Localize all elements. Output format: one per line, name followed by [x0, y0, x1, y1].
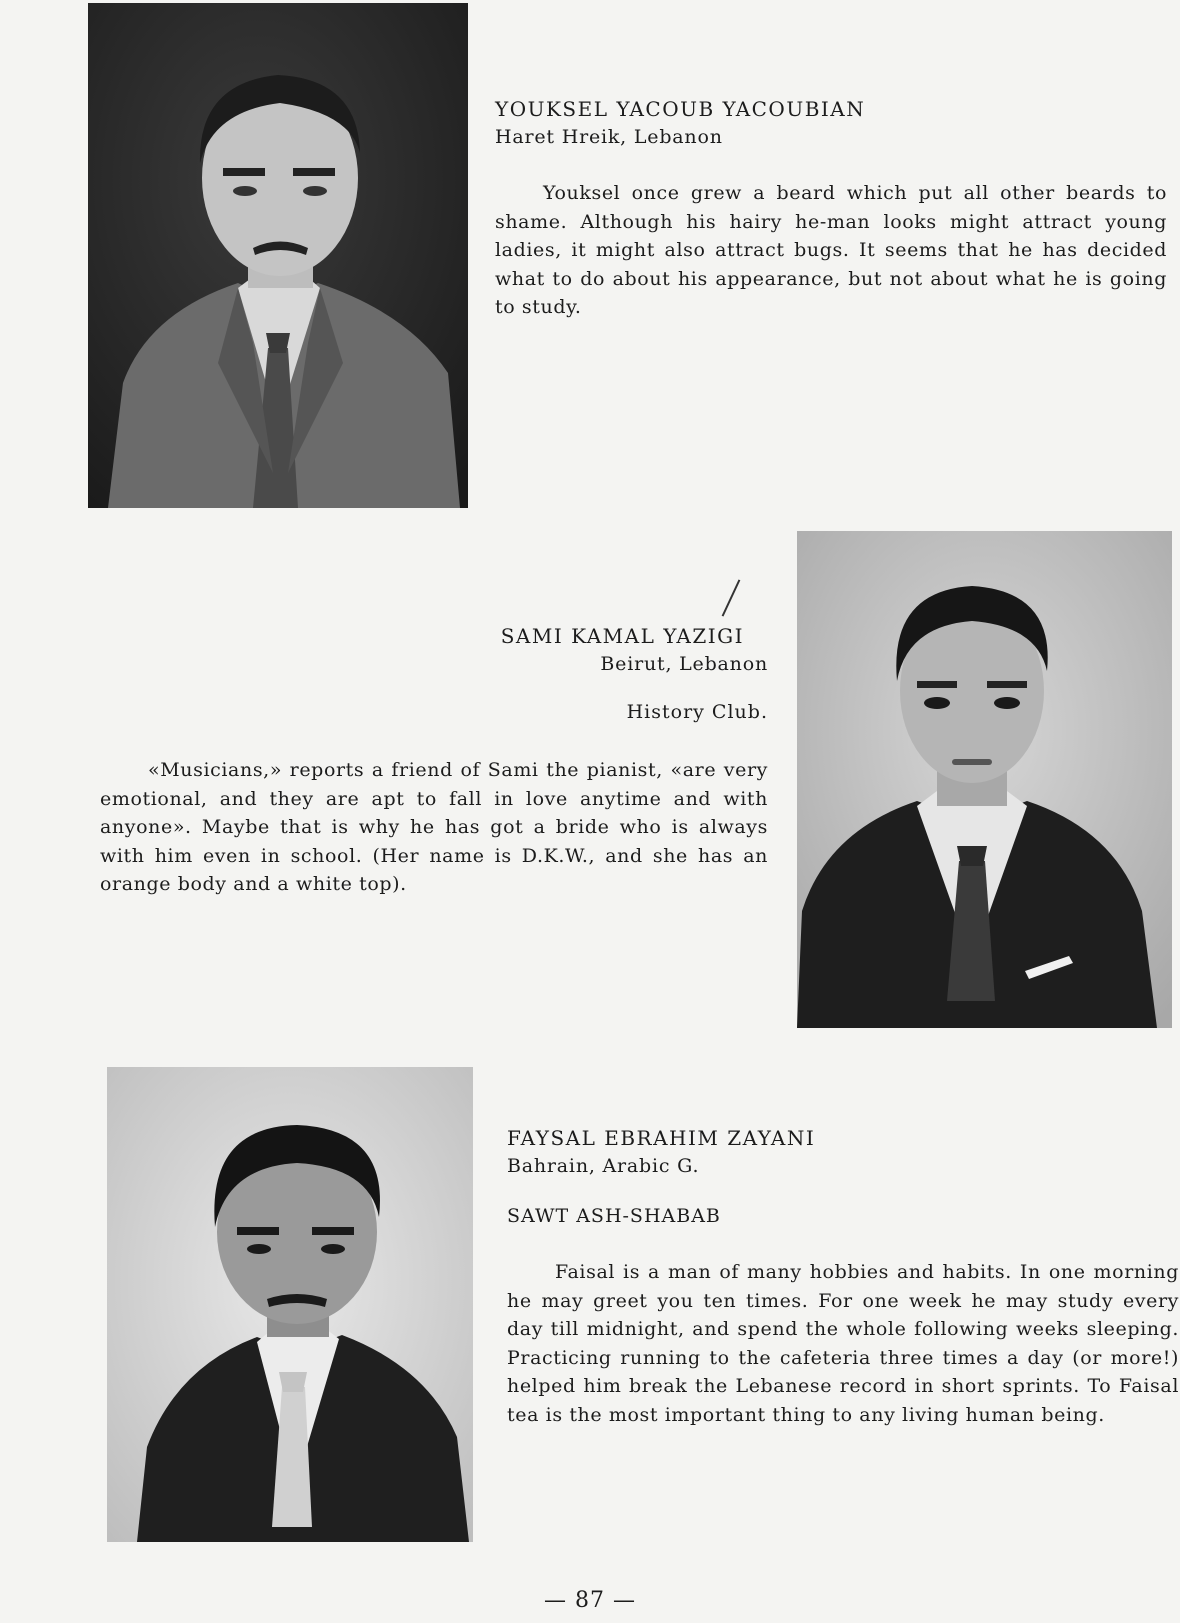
student-entry-sami [100, 622, 768, 899]
student-hometown: Haret Hreik, Lebanon [495, 126, 723, 148]
student-bio: Youksel once grew a beard which put all other beards to shame. Although his hairy he-man looks might attract young ladies, it might also attract bugs. It seems that he has decided what to do about his appearance, but not about what he is going to study. [495, 182, 1167, 318]
student-activity: History Club. [626, 701, 768, 723]
student-name: FAYSAL EBRAHIM ZAYANI [507, 1126, 816, 1150]
student-hometown: Beirut, Lebanon [600, 653, 768, 675]
portrait-photo-youksel [88, 3, 468, 508]
student-hometown: Bahrain, Arabic G. [507, 1155, 700, 1177]
student-activity: SAWT ASH-SHABAB [507, 1205, 721, 1227]
portrait-photo-sami [797, 531, 1172, 1028]
page-number: — 87 — [544, 1588, 636, 1613]
portrait-photo-faysal [107, 1067, 473, 1542]
student-name: SAMI KAMAL YAZIGI [500, 624, 744, 648]
student-bio: Faisal is a man of many hobbies and habits. In one morning he may greet you ten times. For one week he may study every day till midnight, and spend the whole following weeks sleeping. Practicing running to the cafeteria three times a day (or more!) helped him break the Lebanese record in short sprints. To Faisal tea is the most important thing to any living human being. [507, 1261, 1179, 1426]
student-name: YOUKSEL YACOUB YACOUBIAN [495, 97, 866, 121]
student-bio: «Musicians,» reports a friend of Sami the pianist, «are very emotional, and they are apt to fall in love anytime and with anyone». Maybe that is why he has got a bride who is always with him even in school. (Her name is D.K.W., and she has an orange body and a white top). [100, 759, 768, 895]
student-entry-faysal [507, 1124, 1179, 1429]
student-entry-youksel [495, 95, 1167, 322]
pen-mark [722, 579, 741, 616]
